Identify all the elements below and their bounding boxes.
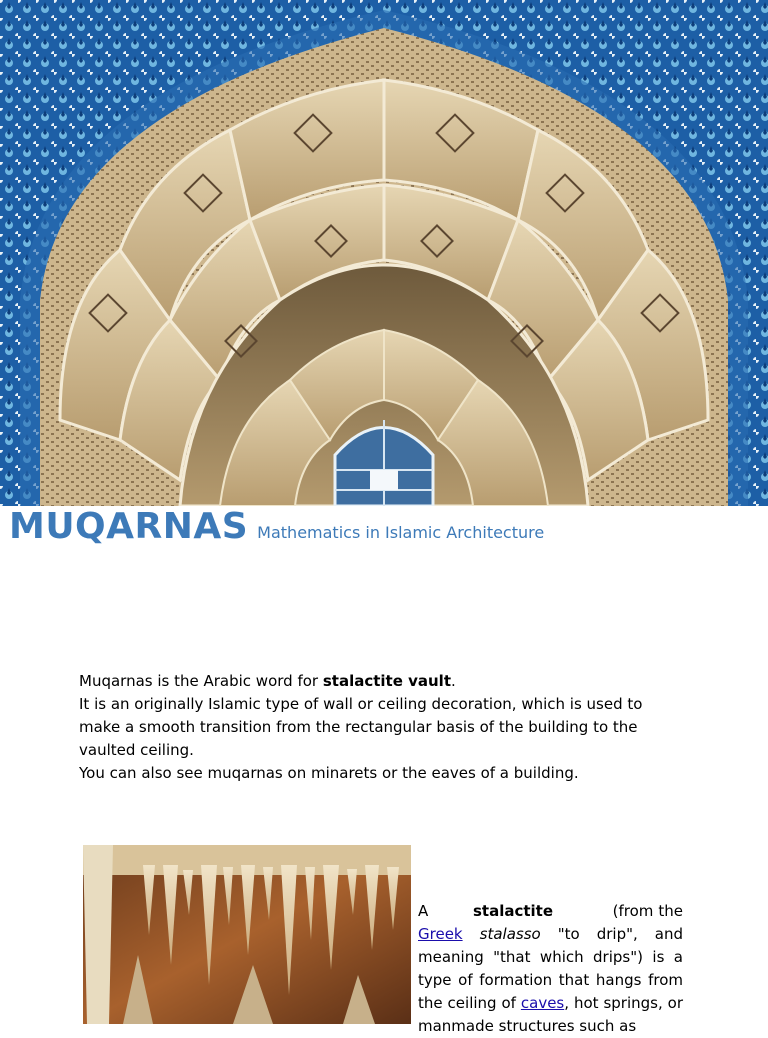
intro-text [79,670,659,785]
stalactite-definition [418,900,683,1038]
intro-line-2: It is an originally Islamic type of wall or ceiling decoration, which is used to make a smooth transition from the rectangular basis of the building to the vaulted ceiling. [79,695,643,759]
text-definition-2: , hot springs, or manmade structures such as [418,994,683,1035]
title-row [9,506,544,548]
intro-line-3: You can also see muqarnas on minarets or the eaves of a building. [79,764,579,782]
word-stalasso: stalasso [479,925,541,943]
intro-line-1-suffix: . [451,672,456,690]
intro-line-1 [79,670,659,693]
text-from: (from the [612,902,683,920]
link-caves[interactable]: caves [520,994,565,1012]
intro-line-1-prefix: Muqarnas is the Arabic word for [79,672,323,690]
word-a: A [418,902,429,920]
intro-line-1-bold: stalactite vault [322,672,451,690]
link-greek[interactable]: Greek [418,925,463,943]
page-title: MUQARNAS [9,506,249,547]
page-subtitle: Mathematics in Islamic Architecture [257,523,545,542]
term-stalactite: stalactite [472,902,554,920]
cave-stalactites-photo [83,845,411,1024]
muqarnas-vault-photo [0,0,768,506]
text-definition-1: "to drip", and meaning "that which drips") is a type of formation that hangs from the ceiling of [418,925,683,1012]
